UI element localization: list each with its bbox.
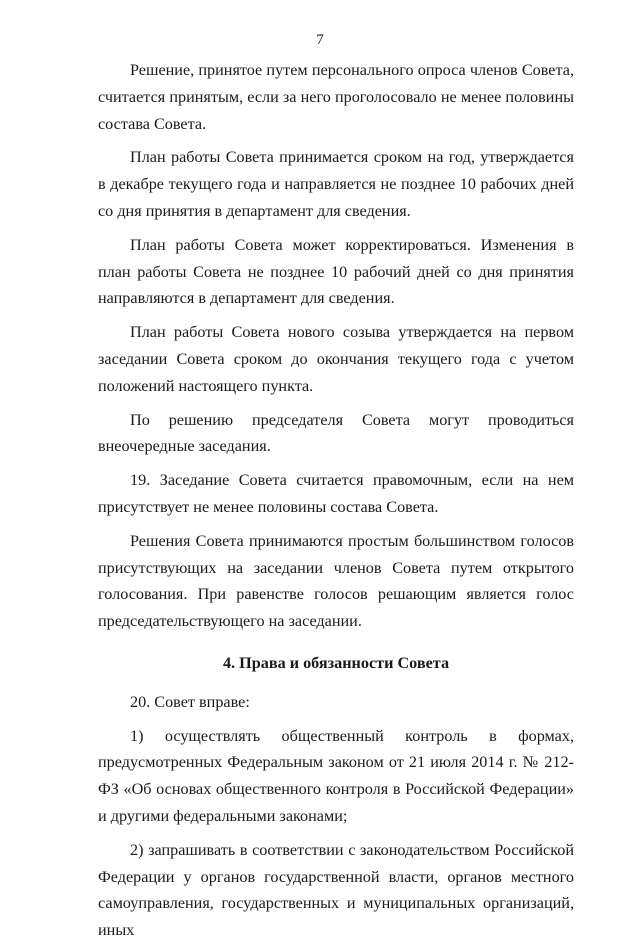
paragraph-item-20-rights: 20. Совет вправе: [130, 692, 250, 711]
paragraph-work-plan-correction: План работы Совета может корректироваться. Изменения в план работы Совета не позднее 10 рабочий дней со дня принятия направляются в департамент для сведения. [98, 235, 574, 308]
paragraph-item-19-quorum: 19. Заседание Совета считается правомочным, если на нем присутствует не менее половины состава Совета. [98, 471, 574, 516]
paragraph-subitem-1-public-control: 1) осуществлять общественный контроль в формах, предусмотренных Федеральным законом от 21 июля 2014 г. № 212-ФЗ «Об основах общественного контроля в Российской Федерации» и другими федеральными законами; [98, 726, 574, 825]
page-number: 7 [316, 32, 324, 48]
paragraph-subitem-2-requests: 2) запрашивать в соответствии с законодательством Российской Федерации у органов государственной власти, органов местного самоуправления, государственных и муниципальных организаций, иных [98, 840, 574, 940]
paragraph-survey-decision: Решение, принятое путем персонального опроса членов Совета, считается принятым, если за него проголосовало не менее половины состава Совета. [98, 61, 574, 133]
section-heading: 4. Права и обязанности Совета [222, 653, 450, 672]
paragraph-new-convocation-plan: План работы Совета нового созыва утверждается на первом заседании Совета сроком до окончания текущего года с учетом положений настоящего пункта. [98, 323, 574, 395]
paragraph-extraordinary-meetings: По решению председателя Совета могут проводиться внеочередные заседания. [98, 410, 574, 456]
paragraph-majority-vote: Решения Совета принимаются простым большинством голосов присутствующих на заседании членов Совета путем открытого голосования. При равенстве голосов решающим является голос председательствующего на заседании. [98, 531, 574, 631]
paragraph-work-plan-term: План работы Совета принимается сроком на год, утверждается в декабре текущего года и направляется не позднее 10 рабочих дней со дня принятия в департамент для сведения. [98, 148, 574, 220]
document-body [98, 57, 574, 951]
